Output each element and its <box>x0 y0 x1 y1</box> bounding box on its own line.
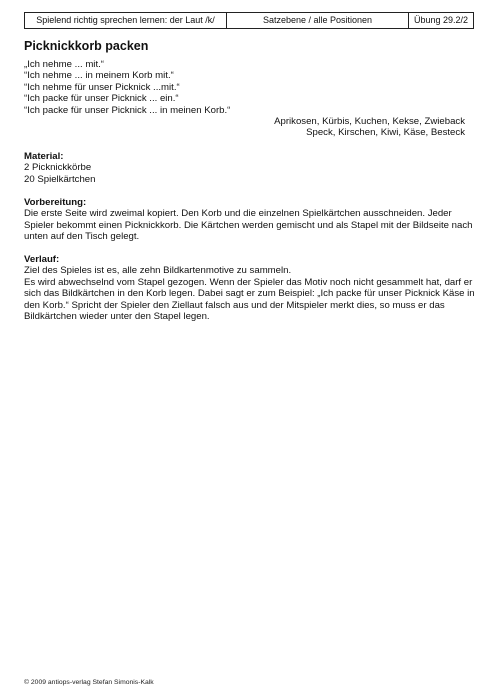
header-table <box>24 12 474 29</box>
procedure-heading: Verlauf: <box>24 254 60 265</box>
preparation-heading: Vorbereitung: <box>24 197 87 208</box>
phrase-2: “Ich nehme ... in meinem Korb mit.“ <box>24 70 174 82</box>
copyright-footer: © 2009 antiops-verlag Stefan Simonis-Kalk <box>24 679 154 686</box>
preparation-text: Die erste Seite wird zweimal kopiert. Den Korb und die einzelnen Spielkärtchen ausschneiden. Jeder Spieler bekommt einen Picknickkorb. Die Kärtchen werden gemischt und als Stapel mit der Bildseite nach unten auf den Tisch gelegt. <box>24 208 473 243</box>
preparation-section <box>24 197 476 243</box>
procedure-goal: Ziel des Spieles ist es, alle zehn Bildkartenmotive zu sammeln. <box>24 265 292 277</box>
target-word-list <box>274 116 465 139</box>
header-exercise-number: Übung 29.2/2 <box>413 15 469 25</box>
material-item-2: 20 Spielkärtchen <box>24 173 96 185</box>
phrase-list <box>24 59 230 116</box>
phrase-1: „Ich nehme ... mit.“ <box>24 59 104 70</box>
header-level: Satzebene / alle Positionen <box>227 13 409 28</box>
procedure-text: Es wird abwechselnd vom Stapel gezogen. Wenn der Spieler das Motiv noch nicht gesammelt hat, darf er sich das Bildkärtchen in den Korb legen. Dabei sagt er zum Beispiel: „Ich packe für unser Picknick Käse in den Korb.“ Spricht der Spieler den Ziellaut falsch aus und der Mitspieler merkt dies, so muss er das Bildkärtchen wieder unter den Stapel legen. <box>24 276 475 323</box>
phrase-3: “Ich nehme für unser Picknick ...mit.“ <box>24 81 180 93</box>
page-title: Picknickkorb packen <box>24 39 149 53</box>
material-heading: Material: <box>24 151 64 162</box>
header-series-title: Spielend richtig sprechen lernen: der Laut /k/ <box>25 13 227 28</box>
word-line-2: Speck, Kirschen, Kiwi, Käse, Besteck <box>306 127 465 139</box>
material-item-1: 2 Picknickkörbe <box>24 162 92 174</box>
phrase-5: “Ich packe für unser Picknick ... in meinen Korb.“ <box>24 104 231 116</box>
procedure-section <box>24 254 476 322</box>
word-line-1: Aprikosen, Kürbis, Kuchen, Kekse, Zwieback <box>274 116 465 127</box>
phrase-4: “Ich packe für unser Picknick ... ein.“ <box>24 93 179 105</box>
material-section <box>24 151 476 185</box>
